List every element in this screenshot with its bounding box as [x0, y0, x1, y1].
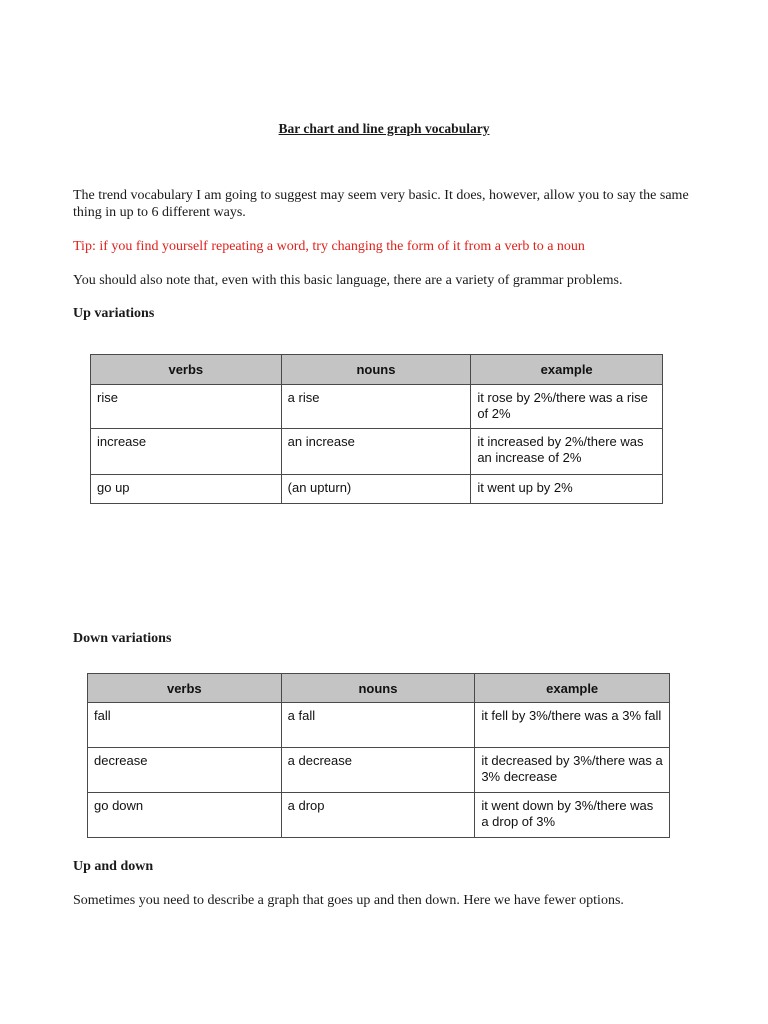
- noun-cell: a decrease: [281, 748, 475, 793]
- noun-cell: a drop: [281, 793, 475, 838]
- note-paragraph: You should also note that, even with this basic language, there are a variety of grammar problems.: [73, 273, 623, 288]
- noun-cell: an increase: [281, 429, 471, 475]
- updown-paragraph: Sometimes you need to describe a graph that goes up and then down. Here we have fewer options.: [73, 893, 624, 908]
- intro-paragraph: The trend vocabulary I am going to suggest may seem very basic. It does, however, allow you to say the same thing in up to 6 different ways.: [73, 188, 689, 220]
- table-row: [88, 793, 670, 838]
- verb-cell: go down: [88, 793, 282, 838]
- noun-cell: (an upturn): [281, 475, 471, 504]
- example-cell: it decreased by 3%/there was a 3% decrease: [475, 748, 670, 793]
- column-header-nouns: nouns: [281, 355, 471, 385]
- column-header-example: example: [471, 355, 663, 385]
- table-header-row: [88, 674, 670, 703]
- noun-cell: a fall: [281, 703, 475, 748]
- column-header-nouns: nouns: [281, 674, 475, 703]
- verb-cell: rise: [91, 385, 282, 429]
- verb-cell: go up: [91, 475, 282, 504]
- verb-cell: increase: [91, 429, 282, 475]
- tip-paragraph: Tip: if you find yourself repeating a word, try changing the form of it from a verb to a noun: [73, 239, 585, 254]
- noun-cell: a rise: [281, 385, 471, 429]
- up-variations-table: [90, 354, 663, 504]
- verb-cell: fall: [88, 703, 282, 748]
- example-cell: it rose by 2%/there was a rise of 2%: [471, 385, 663, 429]
- table-header-row: [91, 355, 663, 385]
- table-row: [88, 703, 670, 748]
- column-header-example: example: [475, 674, 670, 703]
- column-header-verbs: verbs: [88, 674, 282, 703]
- verb-cell: decrease: [88, 748, 282, 793]
- example-cell: it increased by 2%/there was an increase of 2%: [471, 429, 663, 475]
- table-row: [91, 385, 663, 429]
- down-variations-table: [87, 673, 670, 838]
- example-cell: it went up by 2%: [471, 475, 663, 504]
- table-row: [91, 475, 663, 504]
- section-heading-up: Up variations: [73, 306, 155, 321]
- table-row: [91, 429, 663, 475]
- example-cell: it went down by 3%/there was a drop of 3%: [475, 793, 670, 838]
- section-heading-down: Down variations: [73, 631, 172, 646]
- column-header-verbs: verbs: [91, 355, 282, 385]
- page-title: Bar chart and line graph vocabulary: [278, 121, 490, 136]
- section-heading-updown: Up and down: [73, 859, 154, 874]
- example-cell: it fell by 3%/there was a 3% fall: [475, 703, 670, 748]
- table-row: [88, 748, 670, 793]
